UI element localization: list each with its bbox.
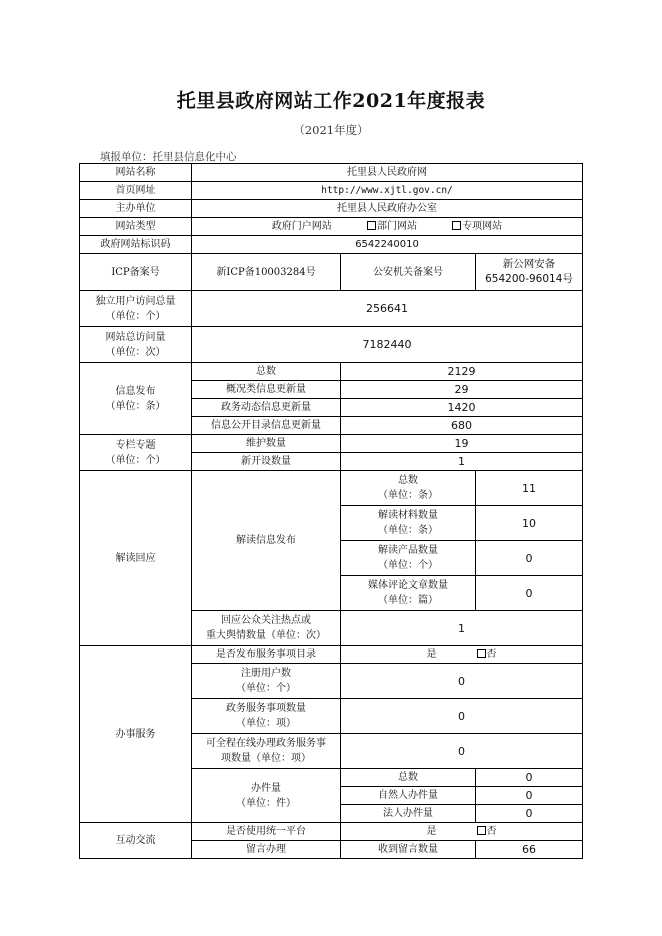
service-items-label-line1: 政务服务事项数量 — [226, 703, 306, 714]
interaction-platform-options — [341, 823, 583, 841]
info-overview-label: 概况类信息更新量 — [192, 381, 341, 399]
service-users-label-line2: （单位：个） — [236, 683, 296, 694]
police-label: 公安机关备案号 — [341, 254, 476, 291]
service-online-label — [192, 734, 341, 769]
service-online-value: 0 — [341, 734, 583, 769]
service-users-label — [192, 664, 341, 699]
service-users-label-line1: 注册用户数 — [241, 668, 291, 679]
interpret-label: 解读回应 — [80, 471, 192, 646]
service-volume-label-line1: 办件量 — [251, 782, 281, 794]
interpret-material-label — [341, 506, 476, 541]
icp-label: ICP备案号 — [80, 254, 192, 291]
info-label-line1: 信息发布 — [115, 385, 156, 397]
service-vol-person-label: 自然人办件量 — [341, 787, 476, 805]
site-type-dept-option — [367, 219, 417, 234]
site-type-options — [192, 218, 583, 236]
interpret-material-label-line1: 解读材料数量 — [378, 510, 438, 521]
report-table — [79, 163, 583, 859]
row-interaction-platform — [80, 823, 583, 841]
row-service-catalog — [80, 646, 583, 664]
checkbox-icon — [367, 221, 376, 230]
info-dynamic-value: 1420 — [341, 399, 583, 417]
police-value-line2: 654200-96014号 — [485, 273, 573, 285]
interaction-platform-yes: 是 — [426, 826, 437, 837]
column-new-value: 1 — [341, 453, 583, 471]
info-dynamic-label: 政务动态信息更新量 — [192, 399, 341, 417]
interpret-response-label — [192, 611, 341, 646]
page-title: 托里县政府网站工作2021年度报表 — [176, 90, 486, 112]
interpret-total-label-line2: （单位：条） — [378, 490, 438, 501]
site-url-value: http://www.xjtl.gov.cn/ — [192, 182, 583, 200]
interpret-response-label-line1: 回应公众关注热点或 — [221, 615, 311, 626]
row-site-type — [80, 218, 583, 236]
site-url-label: 首页网址 — [80, 182, 192, 200]
column-label-line2: （单位：个） — [105, 454, 166, 466]
interpret-material-value: 10 — [476, 506, 583, 541]
checkbox-icon — [477, 649, 486, 658]
service-items-value: 0 — [341, 699, 583, 734]
row-unique-visitors — [80, 291, 583, 327]
column-maintain-label: 维护数量 — [192, 435, 341, 453]
site-type-special: 专项网站 — [462, 221, 503, 232]
checkbox-icon — [452, 221, 461, 230]
service-vol-legal-label: 法人办件量 — [341, 805, 476, 823]
row-icp — [80, 254, 583, 291]
column-label — [80, 435, 192, 471]
service-users-value: 0 — [341, 664, 583, 699]
info-catalog-label: 信息公开目录信息更新量 — [192, 417, 341, 435]
interpret-product-value: 0 — [476, 541, 583, 576]
service-catalog-no: 否 — [486, 649, 497, 660]
interpret-product-label — [341, 541, 476, 576]
icp-value: 新ICP备10003284号 — [192, 254, 341, 291]
site-id-label: 政府网站标识码 — [80, 236, 192, 254]
interaction-platform-no: 否 — [486, 826, 497, 837]
info-label — [80, 363, 192, 435]
site-type-label: 网站类型 — [80, 218, 192, 236]
interaction-received-label: 收到留言数量 — [341, 841, 476, 859]
info-label-line2: （单位：条） — [105, 400, 166, 412]
uv-label-line2: （单位：个） — [105, 310, 166, 322]
service-vol-legal-value: 0 — [476, 805, 583, 823]
service-catalog-label: 是否发布服务事项目录 — [192, 646, 341, 664]
service-catalog-options — [341, 646, 583, 664]
interaction-platform-label: 是否使用统一平台 — [192, 823, 341, 841]
filler-unit: 填报单位：托里县信息化中心 — [100, 151, 237, 163]
interpret-response-label-line2: 重大舆情数量（单位：次） — [206, 630, 326, 641]
site-type-portal: 政府门户网站 — [271, 221, 332, 232]
uv-label-line1: 独立用户访问总量 — [95, 295, 176, 307]
service-online-label-line1: 可全程在线办理政务服务事 — [206, 738, 326, 749]
column-new-label: 新开设数量 — [192, 453, 341, 471]
column-label-line1: 专栏专题 — [115, 439, 156, 451]
site-id-value: 6542240010 — [192, 236, 583, 254]
police-value-line1: 新公网安备 — [502, 258, 556, 270]
pv-label-line1: 网站总访问量 — [105, 331, 166, 343]
info-total-value: 2129 — [341, 363, 583, 381]
site-host-label: 主办单位 — [80, 200, 192, 218]
police-value — [476, 254, 583, 291]
interpret-total-label — [341, 471, 476, 506]
service-label: 办事服务 — [80, 646, 192, 823]
interpret-media-label-line2: （单位：篇） — [378, 595, 438, 606]
interaction-label: 互动交流 — [80, 823, 192, 859]
row-page-views — [80, 327, 583, 363]
info-catalog-value: 680 — [341, 417, 583, 435]
uv-label — [80, 291, 192, 327]
row-site-id — [80, 236, 583, 254]
service-vol-person-value: 0 — [476, 787, 583, 805]
service-online-label-line2: 项数量（单位：项） — [221, 753, 311, 764]
site-host-value: 托里县人民政府办公室 — [192, 200, 583, 218]
service-vol-total-label: 总数 — [341, 769, 476, 787]
service-items-label-line2: （单位：项） — [236, 718, 296, 729]
uv-value: 256641 — [192, 291, 583, 327]
service-volume-label-line2: （单位：件） — [236, 797, 296, 809]
interpret-media-label — [341, 576, 476, 611]
interpret-response-value: 1 — [341, 611, 583, 646]
service-catalog-yes: 是 — [426, 649, 437, 660]
info-overview-value: 29 — [341, 381, 583, 399]
pv-value: 7182440 — [192, 327, 583, 363]
interpret-media-label-line1: 媒体评论文章数量 — [368, 580, 448, 591]
service-items-label — [192, 699, 341, 734]
interpret-material-label-line2: （单位：条） — [378, 525, 438, 536]
site-name-value: 托里县人民政府网 — [192, 164, 583, 182]
row-column-maintain — [80, 435, 583, 453]
site-type-special-option — [452, 219, 502, 234]
info-total-label: 总数 — [192, 363, 341, 381]
interpret-product-label-line1: 解读产品数量 — [378, 545, 438, 556]
row-site-name — [80, 164, 583, 182]
site-name-label: 网站名称 — [80, 164, 192, 182]
column-maintain-value: 19 — [341, 435, 583, 453]
service-vol-total-value: 0 — [476, 769, 583, 787]
row-site-host — [80, 200, 583, 218]
row-info-total — [80, 363, 583, 381]
interpret-total-label-line1: 总数 — [398, 475, 418, 486]
row-site-url — [80, 182, 583, 200]
interpret-publish-label: 解读信息发布 — [192, 471, 341, 611]
site-type-dept: 部门网站 — [377, 221, 417, 232]
checkbox-icon — [477, 826, 486, 835]
interaction-message-label: 留言办理 — [192, 841, 341, 859]
pv-label — [80, 327, 192, 363]
interaction-received-value: 66 — [476, 841, 583, 859]
interpret-media-value: 0 — [476, 576, 583, 611]
report-year: （2021年度） — [293, 123, 369, 137]
service-volume-label — [192, 769, 341, 823]
row-interpret-total — [80, 471, 583, 506]
pv-label-line2: （单位：次） — [105, 346, 166, 358]
interpret-total-value: 11 — [476, 471, 583, 506]
interpret-product-label-line2: （单位：个） — [378, 560, 438, 571]
